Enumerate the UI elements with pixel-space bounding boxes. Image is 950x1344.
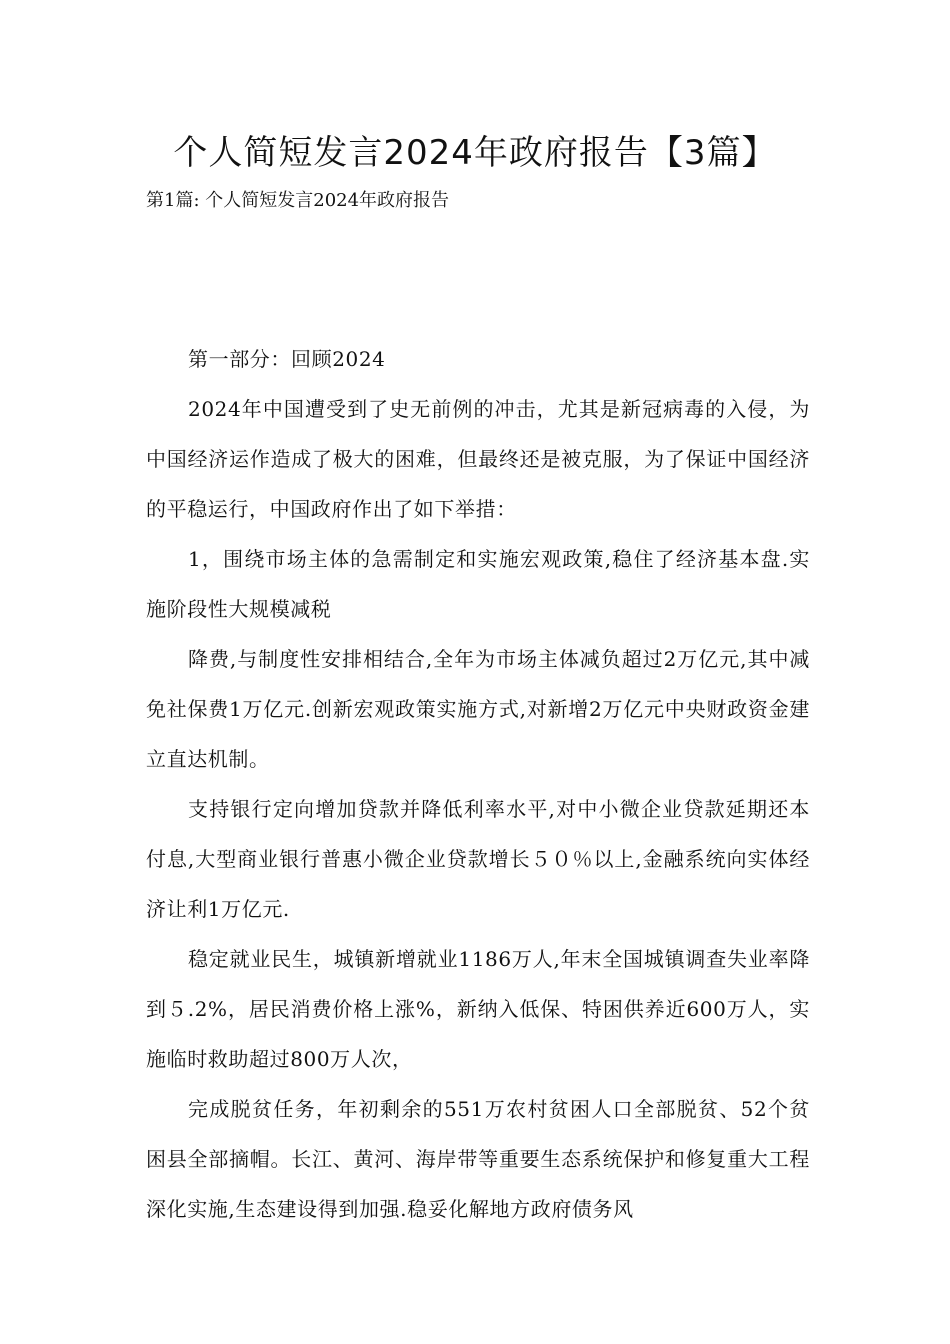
paragraph: 第一部分：回顾2024 [188,347,386,371]
document-title: 个人简短发言2024年政府报告【3篇】 [173,133,777,173]
paragraph: 完成脱贫任务，年初剩余的551万农村贫困人口全部脱贫、52个贫困县全部摘帽。长江、黄河、海岸带等重要生态系统保护和修复重大工程深化实施,生态建设得到加强.稳妥化解地方政府债务风 [146,1097,810,1221]
paragraph: 2024年中国遭受到了史无前例的冲击，尤其是新冠病毒的入侵，为中国经济运作造成了极大的困难，但最终还是被克服，为了保证中国经济的平稳运行，中国政府作出了如下举措： [146,397,810,521]
paragraph: 降费,与制度性安排相结合,全年为市场主体减负超过2万亿元,其中减免社保费1万亿元.创新宏观政策实施方式,对新增2万亿元中央财政资金建立直达机制。 [146,647,810,771]
document-body [146,334,810,1234]
paragraph: 支持银行定向增加贷款并降低利率水平,对中小微企业贷款延期还本付息,大型商业银行普惠小微企业贷款增长５０％以上,金融系统向实体经济让利1万亿元. [146,797,810,921]
paragraph: 1，围绕市场主体的急需制定和实施宏观政策,稳住了经济基本盘.实施阶段性大规模减税 [146,547,810,621]
document-subtitle: 第1篇: 个人简短发言2024年政府报告 [146,190,450,211]
paragraph: 稳定就业民生，城镇新增就业1186万人,年末全国城镇调查失业率降到５.2%，居民消费价格上涨%，新纳入低保、特困供养近600万人，实施临时救助超过800万人次， [146,947,810,1071]
